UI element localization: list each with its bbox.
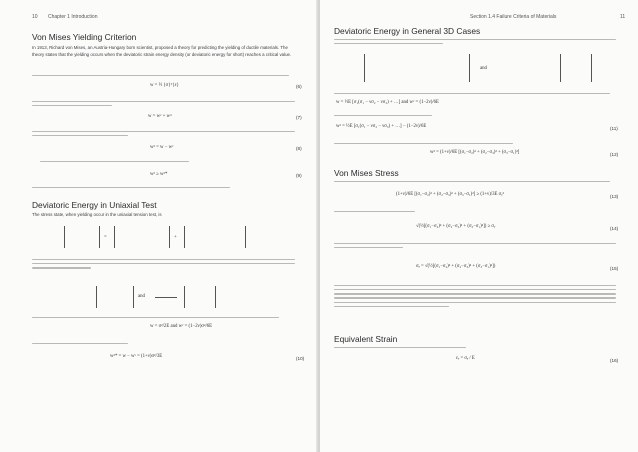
strain-vector: [96, 286, 134, 308]
criterion-statement: [40, 158, 280, 165]
right-page-number: 11: [620, 14, 626, 20]
and-label: and: [138, 294, 145, 299]
equation-number-9: (9): [296, 173, 302, 178]
heading-von-mises-stress: Von Mises Stress: [334, 168, 399, 178]
equation-8: wᵈ = w − wᵛ: [150, 145, 174, 150]
equation-3d-energies: w = ½E [σ₁(σ₁ − νσ₂ − νσ₃) + …] and wᵛ = (1−2ν)/6E: [336, 100, 439, 105]
heading-von-mises-yielding: Von Mises Yielding Criterion: [32, 32, 137, 42]
equation-6: w = ½ {σ}ᵀ{ε}: [150, 83, 179, 88]
fraction-bar: [155, 297, 177, 298]
effective-stress-text: [334, 240, 622, 251]
heading-equivalent-strain: Equivalent Strain: [334, 334, 398, 344]
hydrostatic-matrix: [114, 226, 170, 248]
left-page-number: 10: [32, 14, 38, 20]
left-running-title: Chapter 1 Introduction: [48, 14, 98, 20]
general-3d-intro: [334, 36, 622, 47]
concise-form-text: [334, 208, 622, 215]
equation-number-15: (15): [610, 266, 619, 271]
equation-number-10: (10): [296, 356, 305, 361]
equation-uniaxial-energies: w = σ²/2E and wᵛ = (1−2ν)σ²/6E: [150, 324, 213, 329]
decomposition-paragraph: [32, 98, 300, 109]
equation-13: (1+ν)/6E [(σ₁−σ₂)² + (σ₂−σ₃)² + (σ₃−σ₁)²] ≥ (1+ν)/3E σᵧ²: [396, 192, 504, 197]
equation-15: σₑ = √(½[(σ₁−σ₂)² + (σ₂−σ₃)² + (σ₃−σ₁)²]): [416, 264, 496, 269]
hydrostatic-paragraph: [32, 256, 300, 271]
stress-matrix: [64, 226, 100, 248]
equation-number-7: (7): [296, 115, 302, 120]
strain-energy-paragraph: [32, 72, 300, 79]
equation-10: wᵈ* = w − wᵛ = (1+ν)σ²/3E: [110, 354, 163, 359]
uniaxial-intro: The stress state, when yielding occur in the uniaxial tension test, is: [32, 212, 162, 217]
plus-sign: +: [174, 235, 177, 240]
equation-number-13: (13): [610, 194, 619, 199]
and-label-3d: and: [480, 66, 487, 71]
strain-3d-matrix: [364, 54, 470, 82]
equation-number-14: (14): [610, 226, 619, 231]
equation-number-8: (8): [296, 146, 302, 151]
equation-16: εₑ = σₑ / E: [456, 356, 475, 361]
right-page: [320, 0, 638, 452]
equation-number-6: (6): [296, 84, 302, 89]
equals-sign: =: [104, 235, 107, 240]
from-eq-8-text: [32, 340, 300, 347]
where-statement: [32, 184, 300, 191]
equivalent-strain-text: [334, 344, 622, 351]
equation-12: wᵈ = (1+ν)/6E [(σ₁−σ₂)² + (σ₂−σ₃)² + (σ₃−σ₁)²]: [430, 150, 520, 155]
right-running-title: Section 1.4 Failure Criteria of Materials: [470, 14, 557, 20]
equation-number-16: (16): [610, 358, 619, 363]
unit-vector: [184, 286, 216, 308]
plot-paragraph: [334, 282, 622, 310]
manipulation-text: [334, 140, 622, 147]
left-page: [0, 0, 318, 452]
deviatoric-paragraph: [32, 128, 300, 139]
equation-14: √(½[(σ₁−σ₂)² + (σ₂−σ₃)² + (σ₃−σ₁)²]) ≥ σᵧ: [416, 224, 496, 229]
substituting-text: [334, 178, 622, 185]
equation-9: wᵈ ≥ wᵈ*: [150, 172, 168, 177]
equation-number-11: (11): [610, 126, 618, 131]
calculated-paragraph: [32, 314, 300, 321]
calculated-3d-paragraph: [334, 90, 622, 97]
heading-uniaxial: Deviatoric Energy in Uniaxial Test: [32, 200, 157, 210]
equation-7: w = wᵛ + wᵈ: [148, 114, 172, 119]
deviatoric-matrix: [184, 226, 246, 248]
equation-11: wᵈ = ½E [σ₁(σ₁ − νσ₂ − νσ₃) + …] − (1−2ν)/6E: [336, 124, 427, 129]
intro-paragraph: In 1913, Richard von Mises, an Austria-Hungary born scientist, proposed a theory for predicting the yielding of ductile materials. The theory states that the yielding occurs when the deviatoric strain energy density (or deviatoric energy for short) reaches a critical value.: [32, 45, 292, 57]
from-eqs-text: [334, 112, 622, 119]
unit-3d-vector: [560, 54, 592, 82]
equation-number-12: (12): [610, 152, 619, 157]
heading-general-3d: Deviatoric Energy in General 3D Cases: [334, 26, 481, 36]
